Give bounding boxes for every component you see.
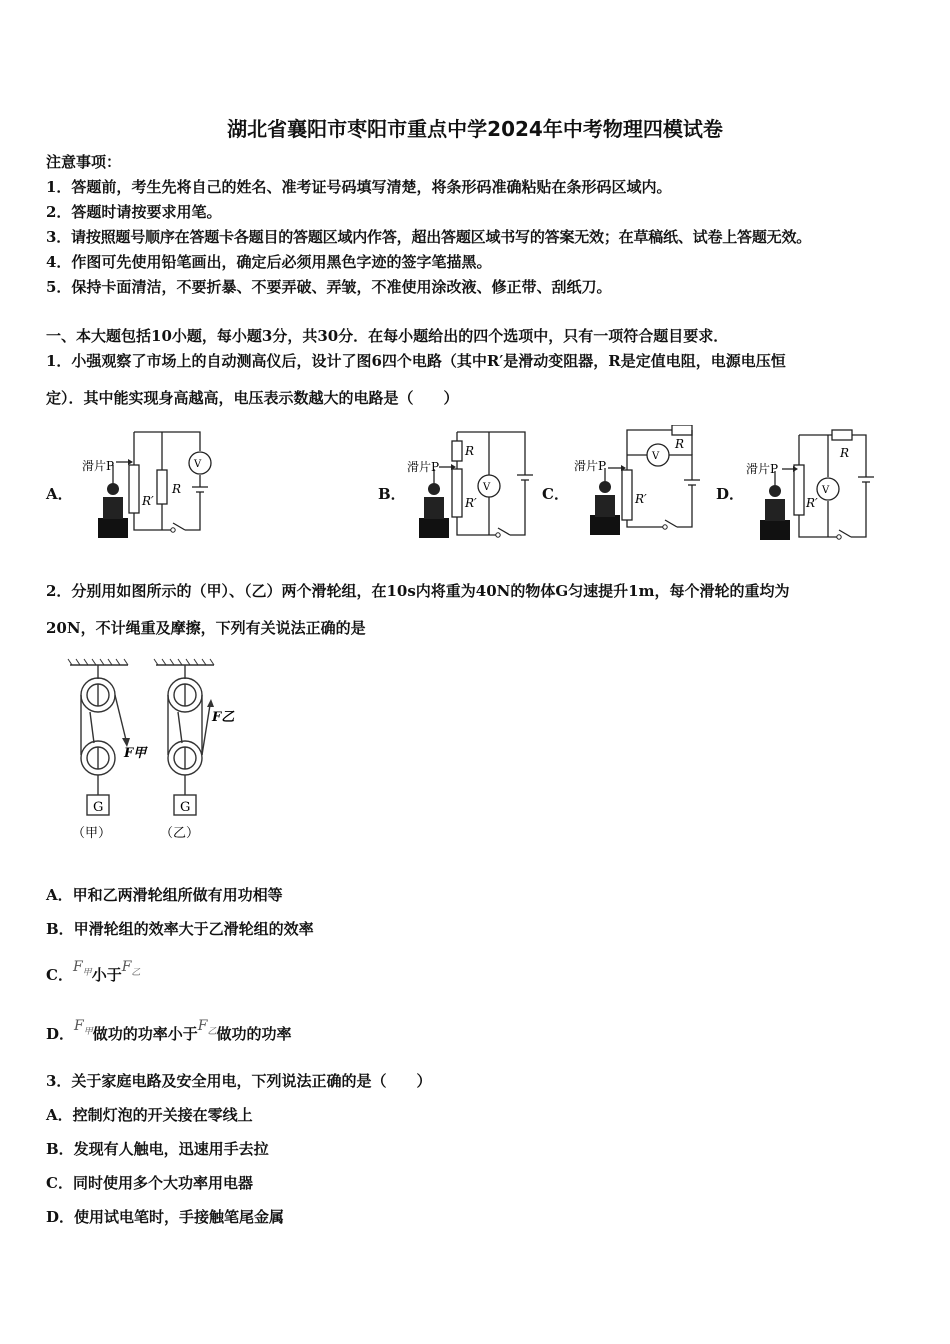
notice-item: 3．请按照题号顺序在答题卡各题目的答题区域内作答，超出答题区域书写的答案无效；在草稿纸、试卷上答题无效。 (46, 228, 812, 246)
voltmeter-label: V (652, 451, 660, 462)
weight-label: G (93, 800, 104, 815)
q1-option-d-label: D． (716, 485, 745, 503)
caption-yi: （乙） (160, 826, 200, 841)
rheostat-label: R′ (806, 496, 818, 510)
circuit-diagram-c (572, 425, 712, 540)
notice-item: 1．答题前，考生先将自己的姓名、准考证号码填写清楚，将条形码准确粘贴在条形码区域内。 (46, 178, 672, 196)
slider-label: 滑片P (82, 459, 115, 473)
q1-stem-line1: 1．小强观察了市场上的自动测高仪后，设计了图6四个电路（其中R′是滑动变阻器，R是定值电阻，电源电压恒 (46, 352, 786, 370)
q2-option-c-text: 小于 (91, 966, 122, 984)
q2-option-d-text: 做功的功率小于 (92, 1025, 198, 1043)
circuit-diagram-b (405, 425, 540, 540)
rheostat-label: R′ (142, 494, 154, 508)
force-yi-symbol: $F_乙$ (121, 959, 141, 978)
force-jia-symbol: $F_甲$ (72, 959, 92, 978)
rheostat-label: R′ (465, 496, 477, 510)
q2-option-d-suffix: 做功的功率 (216, 1025, 292, 1043)
voltmeter-label: V (822, 485, 830, 496)
pulley-figure (60, 655, 260, 855)
q1-stem-line2: 定）．其中能实现身高越高，电压表示数越大的电路是（ ） (46, 389, 459, 407)
q3-option-c: C．同时使用多个大功率用电器 (46, 1174, 253, 1192)
circuit-diagram-a (80, 425, 225, 540)
q1-option-a-label: A． (46, 485, 73, 503)
q1-option-b-label: B． (378, 485, 406, 503)
q2-option-a: A．甲和乙两滑轮组所做有用功相等 (46, 886, 283, 904)
resistor-r-label: R (465, 444, 475, 458)
slider-label: 滑片P (746, 462, 779, 476)
caption-jia: （甲） (72, 826, 112, 841)
q2-option-b: B．甲滑轮组的效率大于乙滑轮组的效率 (46, 920, 314, 938)
q2-option-c (46, 959, 141, 991)
slider-label: 滑片P (407, 460, 440, 474)
voltmeter-label: V (194, 459, 202, 470)
q3-option-a: A．控制灯泡的开关接在零线上 (46, 1106, 253, 1124)
notice-item: 5．保持卡面清洁，不要折暴、不要弄破、弄皱，不准使用涂改液、修正带、刮纸刀。 (46, 278, 612, 296)
q2-option-d (46, 1018, 292, 1050)
q3-option-d: D．使用试电笔时，手接触笔尾金属 (46, 1208, 285, 1226)
voltmeter-label: V (483, 482, 491, 493)
q2-stem-line1: 2．分别用如图所示的（甲）、（乙）两个滑轮组，在10s内将重为40N的物体G匀速提升1m，每个滑轮的重均为 (46, 582, 790, 600)
resistor-r-label: R (675, 437, 685, 451)
page-title: 湖北省襄阳市枣阳市重点中学2024年中考物理四模试卷 (227, 117, 723, 141)
notice-item: 4．作图可先使用铅笔画出，确定后必须用黑色字迹的签字笔描黑。 (46, 253, 492, 271)
q2-stem-line2: 20N，不计绳重及摩擦，下列有关说法正确的是 (46, 619, 366, 637)
force-yi-symbol: $F_乙$ (197, 1018, 217, 1037)
force-jia-label: F甲 (124, 746, 147, 761)
rheostat-label: R′ (635, 492, 647, 506)
q1-option-c-label: C． (542, 485, 569, 503)
q3-stem: 3．关于家庭电路及安全用电，下列说法正确的是（ ） (46, 1072, 432, 1090)
force-jia-symbol: $F_甲$ (74, 1018, 93, 1037)
q2-option-c-label: C． (46, 966, 73, 984)
weight-label: G (180, 800, 191, 815)
circuit-diagram-d (744, 425, 884, 540)
notice-item: 2．答题时请按要求用笔。 (46, 203, 222, 221)
q2-option-d-label: D． (46, 1025, 75, 1043)
section-heading: 一、本大题包括10小题，每小题3分，共30分．在每小题给出的四个选项中，只有一项符合题目要求． (46, 327, 729, 345)
slider-label: 滑片P (574, 459, 607, 473)
resistor-r-label: R (172, 482, 182, 496)
force-yi-label: F乙 (212, 710, 235, 725)
resistor-r-label: R (840, 446, 850, 460)
notice-heading: 注意事项： (46, 153, 122, 171)
q3-option-b: B．发现有人触电，迅速用手去拉 (46, 1140, 269, 1158)
